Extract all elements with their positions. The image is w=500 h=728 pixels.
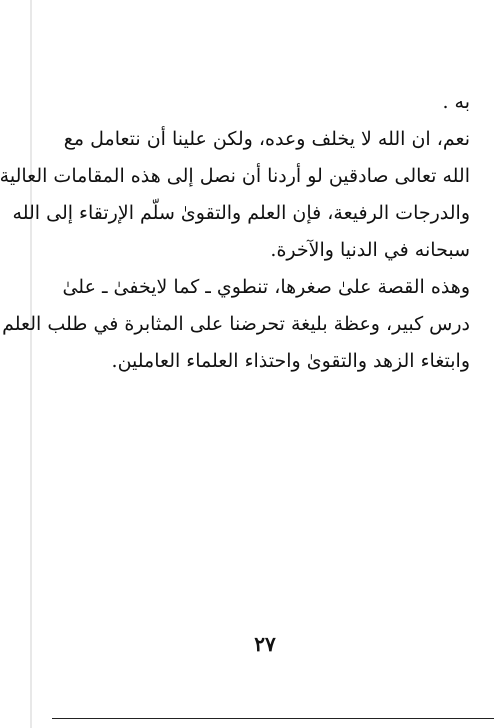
text-line-7: درس كبير، وعظة بليغة تحرضنا على المثابرة في طلب العلم — [2, 313, 470, 335]
body-text — [0, 84, 470, 380]
text-line-3: الله تعالى صادقين لو أردنا أن نصل إلى هذه المقامات العالية — [0, 165, 470, 187]
text-line-5: سبحانه في الدنيا والآخرة. — [270, 239, 470, 261]
text-line-1: به . — [442, 91, 470, 113]
text-line-4: والدرجات الرفيعة، فإن العلم والتقوىٰ سلّم الإرتقاء إلى الله — [12, 202, 470, 224]
text-line-8: وابتغاء الزهد والتقوىٰ واحتذاء العلماء العاملين. — [111, 350, 470, 372]
bottom-rule — [52, 718, 494, 719]
text-line-2: نعم، ان الله لا يخلف وعده، ولكن علينا أن نتعامل مع — [63, 128, 470, 150]
text-line-6: وهذه القصة علىٰ صغرها، تنطوي ـ كما لايخفىٰ ـ علىٰ — [62, 276, 470, 298]
page-edge-shadow — [30, 0, 32, 728]
page-number: ٢٧ — [254, 632, 276, 656]
